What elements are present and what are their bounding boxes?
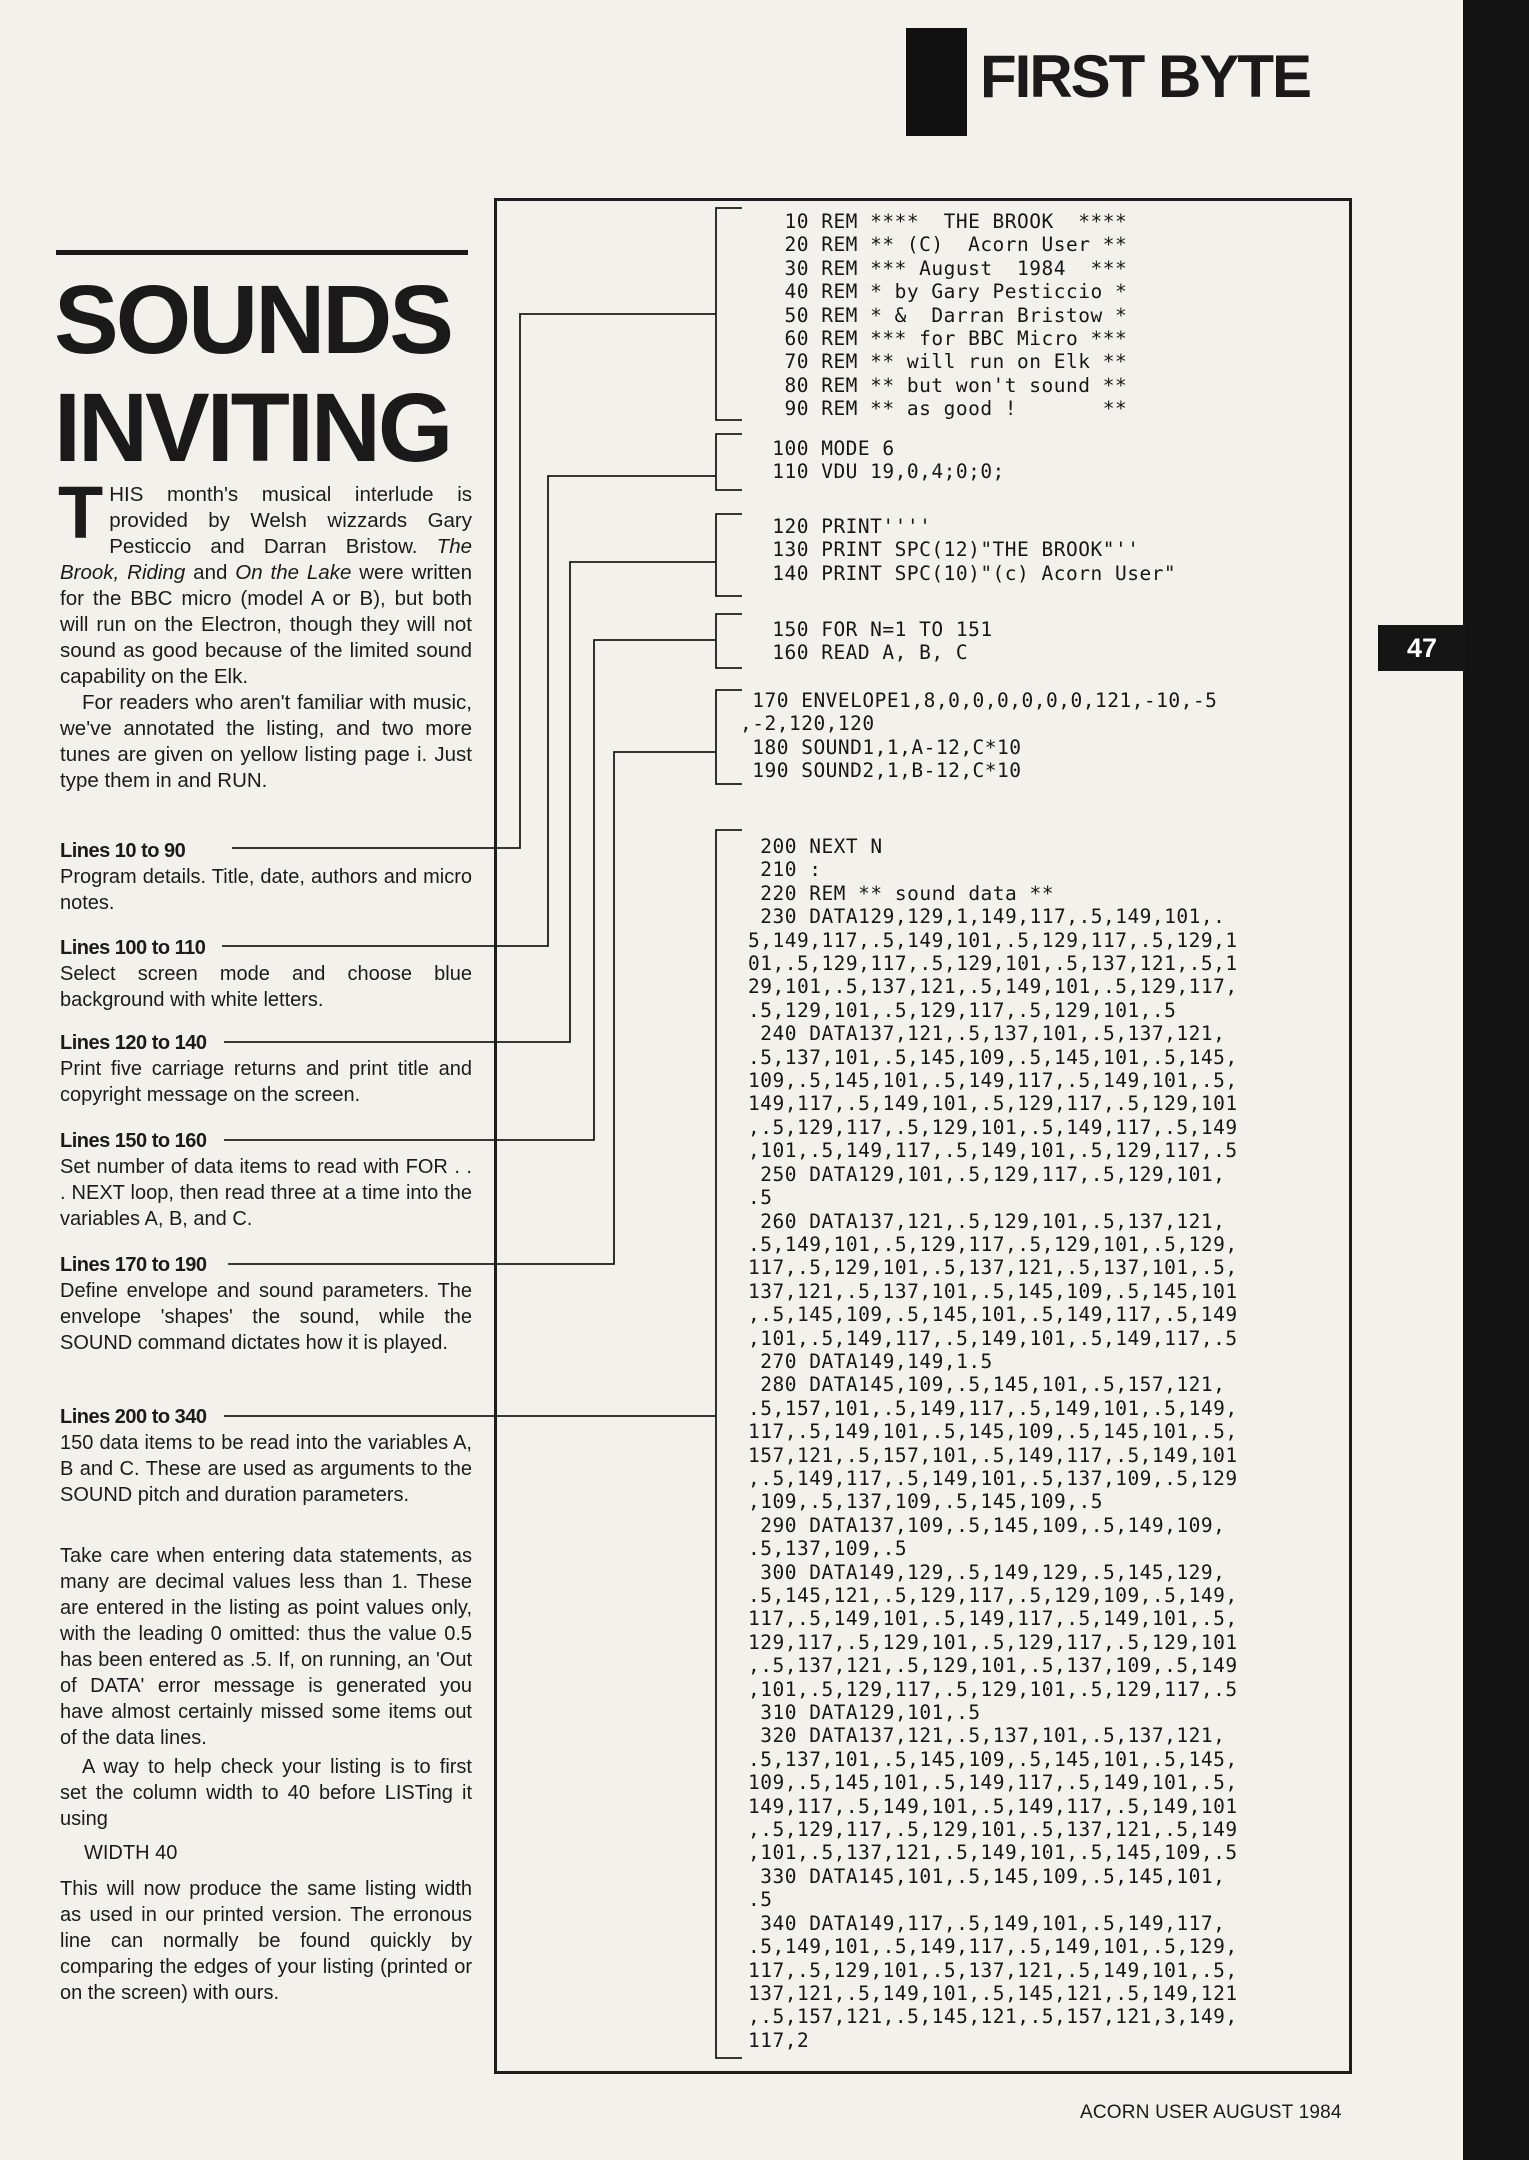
- bracket-lines-120-140: [716, 514, 742, 596]
- closing-paragraph-2: A way to help check your listing is to first set the column width to 40 before LISTing it using: [60, 1756, 472, 1830]
- leader-lines-100-110: [222, 476, 716, 946]
- listing-lines-170-190: 170 ENVELOPE1,8,0,0,0,0,0,0,121,-10,-5 ,-2,120,120 180 SOUND1,1,A-12,C*10 190 SOUND2,1,B-12,C*10: [740, 689, 1218, 783]
- annotation-text: Set number of data items to read with FOR . . . NEXT loop, then read three at a time into the variables A, B, and C.: [60, 1156, 472, 1230]
- leader-lines-170-190: [228, 752, 716, 1264]
- annotation-heading: Lines 200 to 340: [60, 1404, 210, 1430]
- intro-paragraph-1: THIS month's musical interlude is provided by Welsh wizzards Gary Pesticcio and Darran Bristow. The Brook, Riding and On the Lake were written for the BBC micro (model A or B), but both will run on the Electron, though they will not sound as good because of the limited sound capability on the Elk.: [58, 471, 472, 688]
- annotation-heading: Lines 10 to 90: [60, 838, 188, 864]
- listing-lines-100-110: 100 MODE 6 110 VDU 19,0,4;0;0;: [772, 437, 1005, 484]
- bracket-lines-150-160: [716, 614, 742, 668]
- annotation-text: Program details. Title, date, authors and micro notes.: [60, 866, 472, 914]
- annotation-text: Print five carriage returns and print title and copyright message on the screen.: [60, 1058, 472, 1106]
- intro-paragraph-2: For readers who aren't familiar with music, we've annotated the listing, and two more tunes are given on yellow listing page i. Just type them in and RUN.: [60, 691, 472, 792]
- listing-lines-150-160: 150 FOR N=1 TO 151 160 READ A, B, C: [772, 618, 993, 665]
- closing-paragraph-1: Take care when entering data statements, as many are decimal values less than 1. These are entered in the listing as point values only, with the leading 0 omitted: thus the value 0.5 has been entered as .5. If, on running, an 'Out of DATA' error message is generated you have almost certainly missed some items out of the data lines.: [60, 1545, 472, 1749]
- leader-lines-120-140: [224, 562, 716, 1042]
- closing-paragraph-3: This will now produce the same listing width as used in our printed version. The erronous line can normally be found quickly by comparing the edges of your listing (printed or on the screen) with ours.: [60, 1878, 472, 2004]
- bracket-lines-170-190: [716, 690, 742, 784]
- width-command: WIDTH 40: [84, 1842, 178, 1864]
- page-number-tab: 47: [1378, 625, 1466, 671]
- page-footer: ACORN USER AUGUST 1984: [1080, 2102, 1342, 2123]
- annotation-heading: Lines 120 to 140: [60, 1030, 210, 1056]
- annotation-heading: Lines 170 to 190: [60, 1252, 210, 1278]
- leader-lines-150-160: [224, 640, 716, 1140]
- annotation-text: 150 data items to be read into the variables A, B and C. These are used as arguments to the SOUND pitch and duration parameters.: [60, 1432, 472, 1506]
- annotation-heading: Lines 150 to 160: [60, 1128, 210, 1154]
- annotation-heading: Lines 100 to 110: [60, 935, 208, 961]
- article-title-line-2: INVITING: [54, 373, 451, 482]
- listing-lines-10-90: 10 REM **** THE BROOK **** 20 REM ** (C) Acorn User ** 30 REM *** August 1984 *** 40 REM * by Gary Pesticcio * 50 REM * & Darran Bristow * 60 REM *** for BBC Micro *** 70 REM ** will run on Elk ** 80 REM ** but won't sound ** 90 REM ** as good ! **: [784, 210, 1128, 421]
- bracket-lines-200-340: [716, 830, 742, 2058]
- bracket-lines-10-90: [716, 208, 742, 420]
- annotation-text: Select screen mode and choose blue background with white letters.: [60, 963, 472, 1011]
- listing-lines-120-140: 120 PRINT'''' 130 PRINT SPC(12)"THE BROOK"'' 140 PRINT SPC(10)"(c) Acorn User": [772, 515, 1177, 585]
- listing-lines-200-340: 200 NEXT N 210 : 220 REM ** sound data ** 230 DATA129,129,1,149,117,.5,149,101,. 5,149,117,.5,149,101,.5,129,117,.5,129,1 01,.5,129,117,.5,129,101,.5,137,121,.5,1 29,101,.5,137,121,.5,149,101,.5,129,117, .5,129,101,.5,129,117,.5,129,101,.5 240 DATA137,121,.5,137,101,.5,137,121, .5,137,101,.5,145,109,.5,145,101,.5,145, 109,.5,145,101,.5,149,117,.5,149,101,.5, 149,117,.5,149,101,.5,129,117,.5,129,101 ,.5,129,117,.5,129,101,.5,149,117,.5,149 ,101,.5,149,117,.5,149,101,.5,129,117,.5 250 DATA129,101,.5,129,117,.5,129,101, .5 260 DATA137,121,.5,129,101,.5,137,121, .5,149,101,.5,129,117,.5,129,101,.5,129, 117,.5,129,101,.5,137,121,.5,137,101,.5, 137,121,.5,137,101,.5,145,109,.5,145,101 ,.5,145,109,.5,145,101,.5,149,117,.5,149 ,101,.5,149,117,.5,149,101,.5,149,117,.5 270 DATA149,149,1.5 280 DATA145,109,.5,145,101,.5,157,121, .5,157,101,.5,149,117,.5,149,101,.5,149, 117,.5,149,101,.5,145,109,.5,145,101,.5, 157,121,.5,157,101,.5,149,117,.5,149,101 ,.5,149,117,.5,149,101,.5,137,109,.5,129 ,109,.5,137,109,.5,145,109,.5 290 DATA137,109,.5,145,109,.5,149,109, .5,137,109,.5 300 DATA149,129,.5,149,129,.5,145,129, .5,145,121,.5,129,117,.5,129,109,.5,149, 117,.5,149,101,.5,149,117,.5,149,101,.5, 129,117,.5,129,101,.5,129,117,.5,129,101 ,.5,137,121,.5,129,101,.5,137,109,.5,149 ,101,.5,129,117,.5,129,101,.5,129,117,.5 310 DATA129,101,.5 320 DATA137,121,.5,137,101,.5,137,121, .5,137,101,.5,145,109,.5,145,101,.5,145, 109,.5,145,101,.5,149,117,.5,149,101,.5, 149,117,.5,149,101,.5,149,117,.5,149,101 ,.5,129,117,.5,129,101,.5,137,121,.5,149 ,101,.5,137,121,.5,149,101,.5,145,109,.5 330 DATA145,101,.5,145,109,.5,145,101, .5 340 DATA149,117,.5,149,101,.5,149,117, .5,149,101,.5,149,117,.5,149,101,.5,129, 117,.5,129,101,.5,137,121,.5,149,101,.5, 137,121,.5,149,101,.5,145,121,.5,149,121 ,.5,157,121,.5,145,121,.5,157,121,3,149, 117,2: [748, 835, 1238, 2052]
- bracket-lines-100-110: [716, 434, 742, 490]
- section-title: FIRST BYTE: [980, 43, 1311, 110]
- annotation-text: Define envelope and sound parameters. The envelope 'shapes' the sound, while the SOUND command dictates how it is played.: [60, 1280, 472, 1354]
- drop-cap: T: [58, 471, 104, 554]
- article-title-line-1: SOUNDS: [54, 265, 451, 374]
- leader-lines-10-90: [232, 314, 716, 848]
